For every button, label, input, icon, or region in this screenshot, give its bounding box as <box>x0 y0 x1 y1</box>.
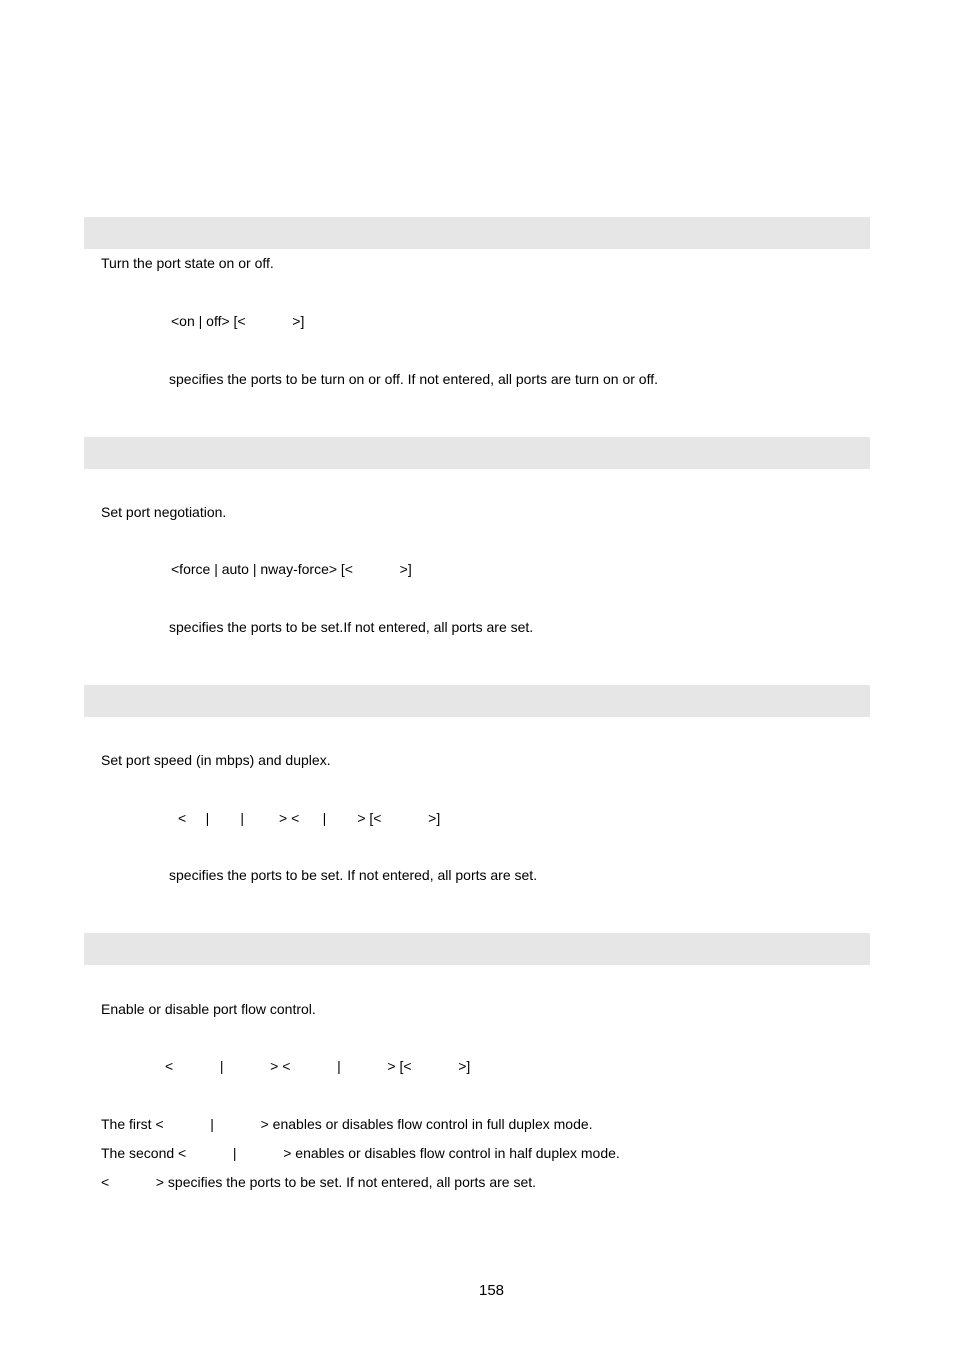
parameter-note: specifies the ports to be set.If not entered, all ports are set. <box>169 619 534 635</box>
parameter-note: The first < | > enables or disables flow control in full duplex mode. <box>101 1116 593 1132</box>
syntax-line: < | > < | > [< >] <box>165 1058 471 1074</box>
section-header-band <box>84 933 870 965</box>
parameter-note: specifies the ports to be set. If not entered, all ports are set. <box>169 867 538 883</box>
section-header-band <box>84 685 870 717</box>
parameter-note: specifies the ports to be turn on or off. If not entered, all ports are turn on or off. <box>169 371 658 387</box>
syntax-line: <force | auto | nway-force> [< >] <box>171 561 412 577</box>
syntax-line: <on | off> [< >] <box>171 313 305 329</box>
parameter-note: < > specifies the ports to be set. If not entered, all ports are set. <box>101 1174 537 1190</box>
section-description: Turn the port state on or off. <box>101 255 274 271</box>
syntax-line: < | | > < | > [< >] <box>178 810 441 826</box>
section-description: Enable or disable port flow control. <box>101 1001 316 1017</box>
parameter-note: The second < | > enables or disables flow control in half duplex mode. <box>101 1145 620 1161</box>
section-header-band <box>84 217 870 249</box>
page-number: 158 <box>478 1282 505 1299</box>
section-header-band <box>84 437 870 469</box>
section-description: Set port speed (in mbps) and duplex. <box>101 752 331 768</box>
section-description: Set port negotiation. <box>101 504 227 520</box>
